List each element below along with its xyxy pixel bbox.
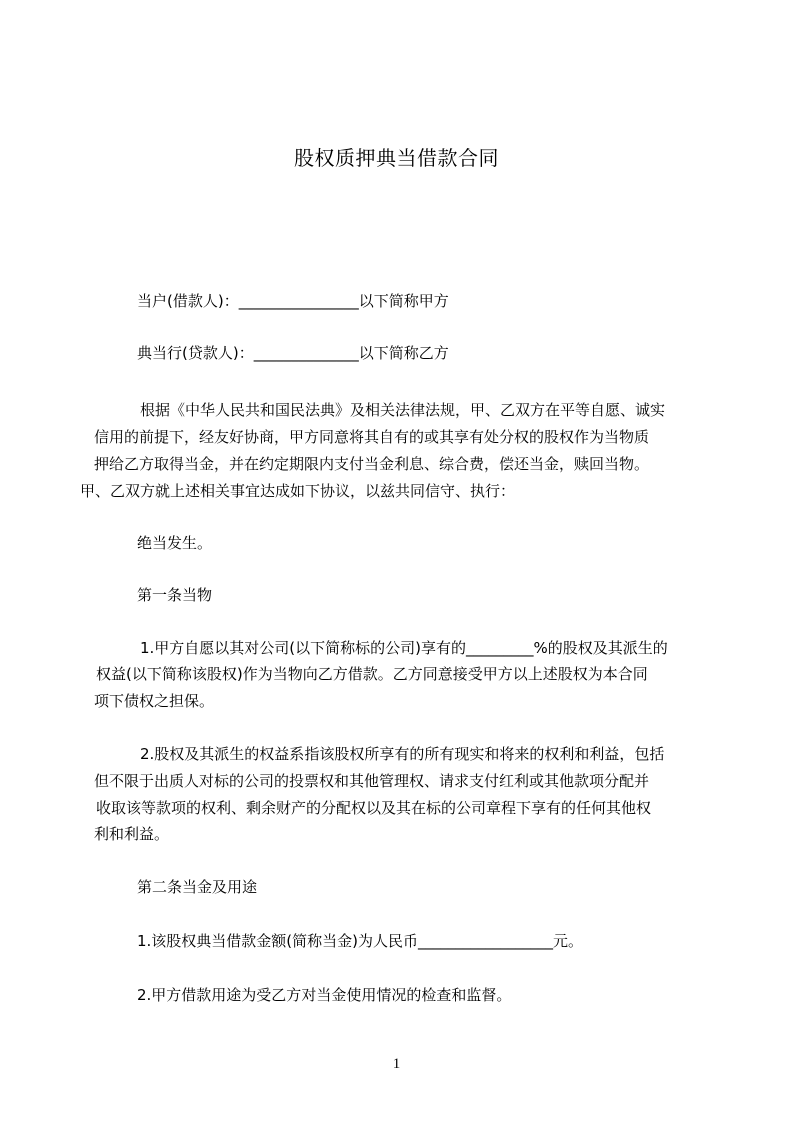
article-2-clause-2: 2.甲方借款用途为受乙方对当金使用情况的检查和监督。 — [137, 986, 512, 1004]
forfeit-note: 绝当发生。 — [137, 534, 213, 552]
preamble-line-4: 甲、乙双方就上述相关事宜达成如下协议，以兹共同信守、执行： — [80, 482, 516, 500]
article-1-clause-2-line-3: 收取该等款项的权利、剩余财产的分配权以及其在标的公司章程下享有的任何其他权 — [96, 799, 652, 817]
article-2-clause-1: 1.该股权典当借款金额(简称当金)为人民币__________________元。 — [137, 932, 584, 950]
preamble-line-3: 押给乙方取得当金，并在约定期限内支付当金利息、综合费，偿还当金，赎回当物。 — [94, 455, 650, 473]
document-title: 股权质押典当借款合同 — [294, 146, 499, 170]
preamble-line-2: 信用的前提下，经友好协商，甲方同意将其自有的或其享有处分权的股权作为当物质 — [94, 428, 650, 446]
article-1-clause-1-line-1: 1.甲方自愿以其对公司(以下简称标的公司)享有的_________%的股权及其派生的 — [140, 639, 668, 657]
article-1-heading: 第一条当物 — [137, 586, 213, 604]
article-2-heading: 第二条当金及用途 — [137, 878, 258, 896]
article-1-clause-1-line-3: 项下债权之担保。 — [94, 692, 215, 710]
pawnshop-line: 典当行(贷款人)：______________以下简称乙方 — [137, 344, 449, 362]
article-1-clause-2-line-2: 但不限于出质人对标的公司的投票权和其他管理权、请求支付红利或其他款项分配并 — [94, 772, 650, 790]
article-1-clause-2-line-4: 利和利益。 — [94, 825, 170, 843]
preamble-line-1: 根据《中华人民共和国民法典》及相关法律法规，甲、乙双方在平等自愿、诚实 — [140, 401, 666, 419]
pawner-line: 当户(借款人)：________________以下简称甲方 — [137, 292, 449, 310]
page-number: 1 — [392, 1056, 401, 1072]
article-1-clause-1-line-2: 权益(以下简称该股权)作为当物向乙方借款。乙方同意接受甲方以上述股权为本合同 — [96, 665, 648, 683]
article-1-clause-2-line-1: 2.股权及其派生的权益系指该股权所享有的所有现实和将来的权利和利益，包括 — [140, 745, 665, 763]
